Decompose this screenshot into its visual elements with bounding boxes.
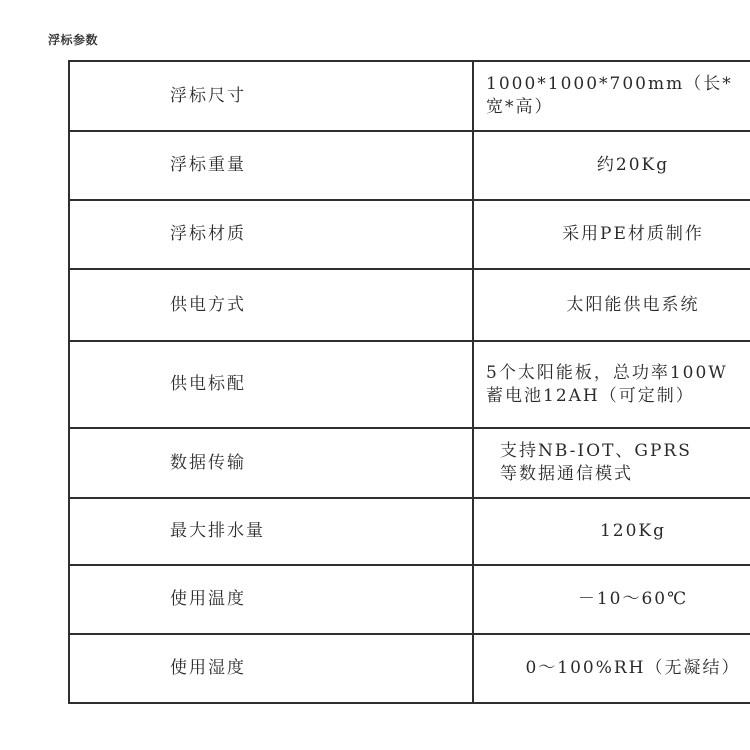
param-value-line: 120Kg (599, 521, 667, 542)
table-row (69, 565, 750, 634)
param-name: 供电方式 (69, 269, 473, 341)
table-row (69, 428, 750, 498)
table-row (69, 131, 750, 200)
param-value-line: 5个太阳能板，总功率100W (486, 362, 728, 383)
param-value (473, 428, 750, 498)
param-name: 浮标尺寸 (69, 61, 473, 131)
table-row (69, 634, 750, 703)
param-value-line: 等数据通信模式 (500, 464, 633, 484)
param-value (473, 61, 750, 131)
param-name: 浮标材质 (69, 200, 473, 269)
param-value (473, 565, 750, 634)
param-name: 供电标配 (69, 341, 473, 428)
table-row (69, 498, 750, 565)
section-title: 浮标参数 (48, 33, 99, 47)
table-row (69, 200, 750, 269)
table-row (69, 269, 750, 341)
table-row (69, 341, 750, 428)
param-value (473, 269, 750, 341)
param-name: 使用温度 (69, 565, 473, 634)
param-value (473, 200, 750, 269)
param-name: 最大排水量 (69, 498, 473, 565)
param-value (473, 498, 750, 565)
table-row (69, 61, 750, 131)
param-value-line: 1000*1000*700mm（长* (486, 74, 733, 95)
param-value-line: 采用PE材质制作 (562, 224, 704, 245)
param-name: 数据传输 (69, 428, 473, 498)
param-value-line: 蓄电池12AH（可定制） (486, 385, 695, 406)
param-value-line: 约20Kg (596, 155, 670, 176)
param-name: 浮标重量 (69, 131, 473, 200)
param-value-line: 支持NB-IOT、GPRS (500, 441, 692, 462)
param-value-line: 宽*高） (486, 97, 554, 117)
param-name: 使用湿度 (69, 634, 473, 703)
param-value-line: －10～60℃ (577, 589, 689, 610)
param-value-line: 0～100%RH（无凝结） (525, 658, 741, 679)
param-value-line: 太阳能供电系统 (566, 294, 700, 315)
param-value (473, 341, 750, 428)
param-value (473, 634, 750, 703)
spec-table (68, 60, 750, 704)
param-value (473, 131, 750, 200)
